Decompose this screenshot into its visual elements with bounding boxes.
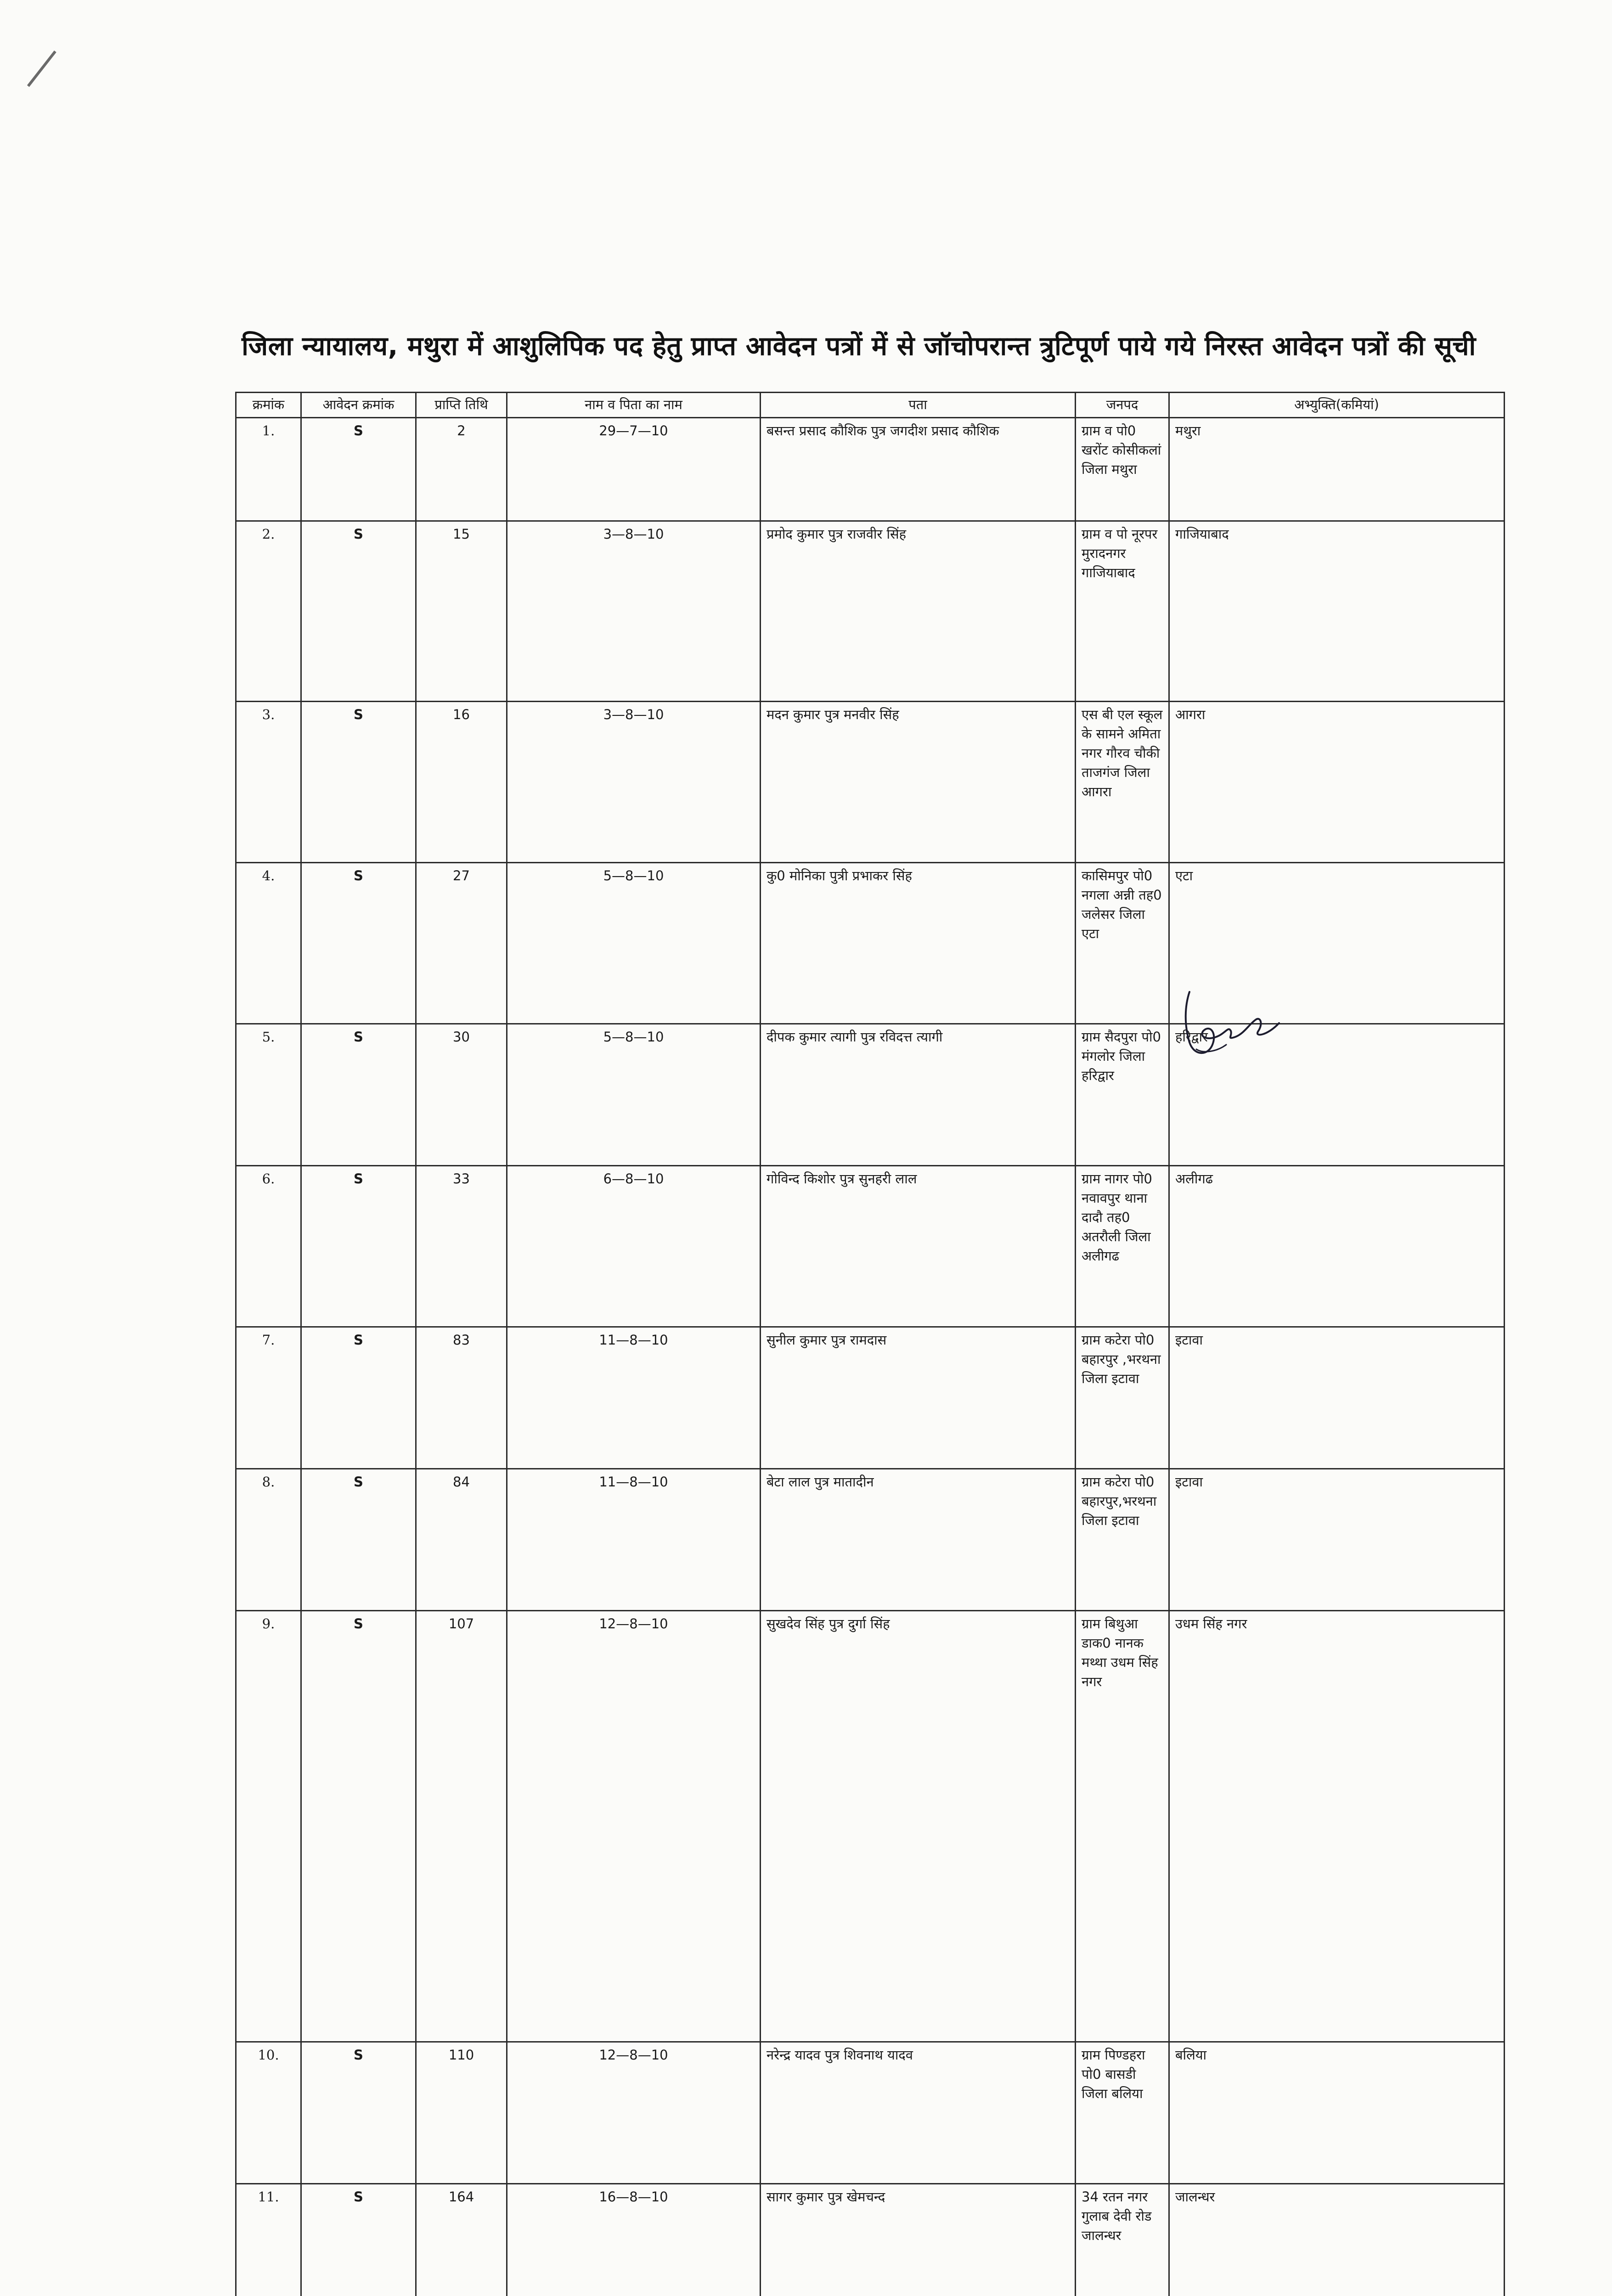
table-row xyxy=(236,1024,1505,1166)
applicant-address: ग्राम व पो नूरपर मुरादनगर गाजियाबाद xyxy=(1076,521,1169,702)
application-number: 16 xyxy=(416,702,507,863)
serial-number: 9. xyxy=(236,1611,301,2042)
table-row xyxy=(236,1166,1505,1327)
category-code: S xyxy=(301,1166,416,1327)
serial-number: 11. xyxy=(236,2184,301,2296)
application-number: 83 xyxy=(416,1327,507,1469)
district: गाजियाबाद xyxy=(1169,521,1505,702)
applicant-name: कु0 मोनिका पुत्री प्रभाकर सिंह xyxy=(761,863,1076,1024)
handwritten-signature xyxy=(1176,987,1295,1065)
district: हरिद्वार xyxy=(1169,1024,1505,1166)
col-remarks-header: अभ्युक्ति(कमियां) xyxy=(1169,393,1505,418)
applicant-name: नरेन्द्र यादव पुत्र शिवनाथ यादव xyxy=(761,2042,1076,2184)
district: मथुरा xyxy=(1169,418,1505,521)
col-application-number-header: आवेदन क्रमांक xyxy=(301,393,416,418)
table-row xyxy=(236,702,1505,863)
applicant-address: कासिमपुर पो0 नगला अन्नी तह0 जलेसर जिला एटा xyxy=(1076,863,1169,1024)
table-row xyxy=(236,521,1505,702)
col-district-header: जनपद xyxy=(1076,393,1169,418)
receipt-date: 11—8—10 xyxy=(507,1469,761,1611)
category-code: S xyxy=(301,418,416,521)
serial-number: 1. xyxy=(236,418,301,521)
receipt-date: 6—8—10 xyxy=(507,1166,761,1327)
receipt-date: 5—8—10 xyxy=(507,1024,761,1166)
applicant-address: ग्राम कटेरा पो0 बहारपुर ,भरथना जिला इटावा xyxy=(1076,1327,1169,1469)
applicant-name: गोविन्द किशोर पुत्र सुनहरी लाल xyxy=(761,1166,1076,1327)
rejected-applications-table xyxy=(235,392,1505,2296)
applicant-address: ग्राम बिथुआ डाक0 नानक मथ्था उधम सिंह नगर xyxy=(1076,1611,1169,2042)
applicant-name: बेटा लाल पुत्र मातादीन xyxy=(761,1469,1076,1611)
application-number: 30 xyxy=(416,1024,507,1166)
col-name-header: नाम व पिता का नाम xyxy=(507,393,761,418)
applicant-address: एस बी एल स्कूल के सामने अमिता नगर गौरव चौकी ताजगंज जिला आगरा xyxy=(1076,702,1169,863)
applicant-name: सुखदेव सिंह पुत्र दुर्गा सिंह xyxy=(761,1611,1076,2042)
applicant-address: ग्राम पिण्डहरा पो0 बासडी जिला बलिया xyxy=(1076,2042,1169,2184)
district: जालन्धर xyxy=(1169,2184,1505,2296)
category-code: S xyxy=(301,1469,416,1611)
receipt-date: 3—8—10 xyxy=(507,702,761,863)
district: इटावा xyxy=(1169,1327,1505,1469)
application-number: 2 xyxy=(416,418,507,521)
district: अलीगढ xyxy=(1169,1166,1505,1327)
receipt-date: 5—8—10 xyxy=(507,863,761,1024)
serial-number: 4. xyxy=(236,863,301,1024)
table-row xyxy=(236,418,1505,521)
category-code: S xyxy=(301,2184,416,2296)
col-address-header: पता xyxy=(761,393,1076,418)
applicant-address: ग्राम नागर पो0 नवावपुर थाना दादौ तह0 अतरौली जिला अलीगढ xyxy=(1076,1166,1169,1327)
applicant-name: मदन कुमार पुत्र मनवीर सिंह xyxy=(761,702,1076,863)
table-row xyxy=(236,1611,1505,2042)
district: एटा xyxy=(1169,863,1505,1024)
applicant-name: बसन्त प्रसाद कौशिक पुत्र जगदीश प्रसाद कौशिक xyxy=(761,418,1076,521)
receipt-date: 11—8—10 xyxy=(507,1327,761,1469)
applicant-name: दीपक कुमार त्यागी पुत्र रविदत्त त्यागी xyxy=(761,1024,1076,1166)
applicant-address: ग्राम कटेरा पो0 बहारपुर,भरथना जिला इटावा xyxy=(1076,1469,1169,1611)
serial-number: 10. xyxy=(236,2042,301,2184)
applicant-name: सुनील कुमार पुत्र रामदास xyxy=(761,1327,1076,1469)
serial-number: 2. xyxy=(236,521,301,702)
receipt-date: 3—8—10 xyxy=(507,521,761,702)
col-serial-header: क्रमांक xyxy=(236,393,301,418)
district: उधम सिंह नगर xyxy=(1169,1611,1505,2042)
category-code: S xyxy=(301,863,416,1024)
district: आगरा xyxy=(1169,702,1505,863)
application-number: 15 xyxy=(416,521,507,702)
table-row xyxy=(236,863,1505,1024)
application-number: 107 xyxy=(416,1611,507,2042)
category-code: S xyxy=(301,702,416,863)
category-code: S xyxy=(301,1327,416,1469)
receipt-date: 29—7—10 xyxy=(507,418,761,521)
category-code: S xyxy=(301,1024,416,1166)
receipt-date: 12—8—10 xyxy=(507,1611,761,2042)
applicant-name: प्रमोद कुमार पुत्र राजवीर सिंह xyxy=(761,521,1076,702)
serial-number: 3. xyxy=(236,702,301,863)
applicant-address: 34 रतन नगर गुलाब देवी रोड जालन्धर xyxy=(1076,2184,1169,2296)
district: इटावा xyxy=(1169,1469,1505,1611)
applicant-address: ग्राम व पो0 खरोंट कोसीकलां जिला मथुरा xyxy=(1076,418,1169,521)
category-code: S xyxy=(301,2042,416,2184)
application-number: 84 xyxy=(416,1469,507,1611)
document-title: जिला न्यायालय, मथुरा में आशुलिपिक पद हेतु प्राप्त आवेदन पत्रों में से जॉचोपरान्त त्रुटिपूर्ण पाये गये निरस्त आवेदन पत्रों की सूची xyxy=(239,327,1479,363)
applicant-address: ग्राम सैदपुरा पो0 मंगलोर जिला हरिद्वार xyxy=(1076,1024,1169,1166)
scan-pen-mark xyxy=(27,51,56,87)
district: बलिया xyxy=(1169,2042,1505,2184)
serial-number: 6. xyxy=(236,1166,301,1327)
serial-number: 8. xyxy=(236,1469,301,1611)
receipt-date: 12—8—10 xyxy=(507,2042,761,2184)
serial-number: 5. xyxy=(236,1024,301,1166)
application-number: 33 xyxy=(416,1166,507,1327)
application-number: 27 xyxy=(416,863,507,1024)
application-number: 164 xyxy=(416,2184,507,2296)
col-receipt-date-header: प्राप्ति तिथि xyxy=(416,393,507,418)
category-code: S xyxy=(301,521,416,702)
applicant-name: सागर कुमार पुत्र खेमचन्द xyxy=(761,2184,1076,2296)
table-header-row xyxy=(236,393,1505,418)
application-number: 110 xyxy=(416,2042,507,2184)
receipt-date: 16—8—10 xyxy=(507,2184,761,2296)
table-row xyxy=(236,1469,1505,1611)
serial-number: 7. xyxy=(236,1327,301,1469)
category-code: S xyxy=(301,1611,416,2042)
table-row xyxy=(236,1327,1505,1469)
table-row xyxy=(236,2042,1505,2184)
table-row xyxy=(236,2184,1505,2296)
